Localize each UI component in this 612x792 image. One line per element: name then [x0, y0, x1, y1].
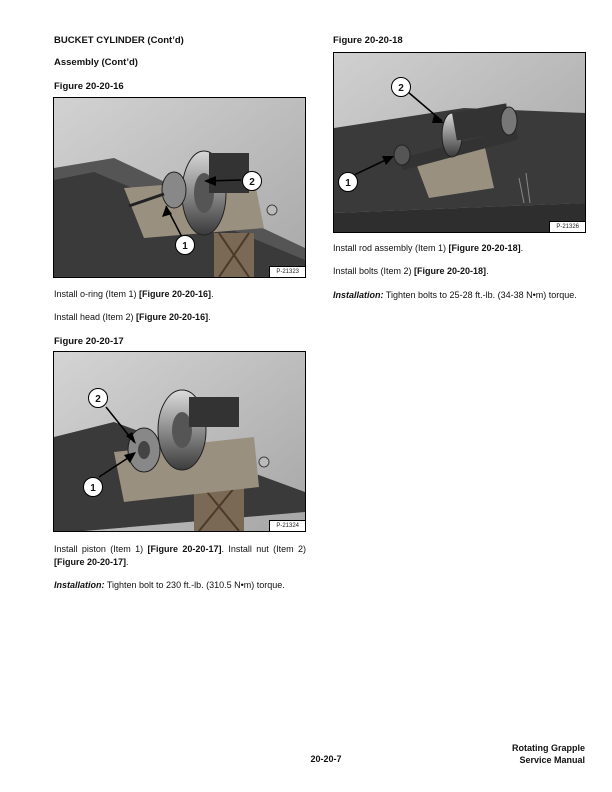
- left-para-2: Install head (Item 2) [Figure 20-20-16].: [54, 312, 211, 322]
- figure-ref: [Figure 20-20-16]: [136, 312, 209, 322]
- callout-2-label: 2: [95, 394, 101, 405]
- section-title: BUCKET CYLINDER (Cont’d): [54, 35, 184, 46]
- callout-1-label: 1: [182, 241, 188, 252]
- figure-20-20-16: [53, 97, 306, 278]
- manual-title-line-2: Service Manual: [519, 755, 585, 765]
- callout-1-circle: [175, 235, 195, 255]
- figure-20-20-17: [53, 351, 306, 532]
- callout-1-label: 1: [345, 178, 351, 189]
- photo-id: P-21326: [549, 221, 585, 232]
- left-para-3: Install piston (Item 1) [Figure 20-20-17]. Install nut (Item 2) [Figure 20-20-17].: [54, 544, 306, 567]
- figure-18-callouts: [334, 53, 585, 232]
- figure-ref: [Figure 20-20-18]: [414, 266, 487, 276]
- callout-2-circle: [242, 171, 262, 191]
- page-number: 20-20-7: [310, 754, 342, 764]
- figure-18-caption: Figure 20-20-18: [333, 35, 403, 46]
- figure-ref: [Figure 20-20-18]: [448, 243, 521, 253]
- left-para-4: Installation: Tighten bolt to 230 ft.-lb. (310.5 N•m) torque.: [54, 580, 285, 590]
- figure-20-20-18: [333, 52, 586, 233]
- figure-ref: [Figure 20-20-17]: [147, 544, 222, 554]
- callout-1-label: 1: [90, 483, 96, 494]
- figure-17-caption: Figure 20-20-17: [54, 336, 124, 347]
- figure-17-callouts: [54, 352, 305, 531]
- callout-2-label: 2: [249, 177, 255, 188]
- callout-2-leader: [408, 92, 442, 121]
- figure-16-caption: Figure 20-20-16: [54, 81, 124, 92]
- installation-label: Installation:: [54, 580, 105, 590]
- callout-2-circle: [391, 77, 411, 97]
- right-para-2: Install bolts (Item 2) [Figure 20-20-18].: [333, 266, 489, 276]
- right-para-3: Installation: Tighten bolts to 25-28 ft.-lb. (34-38 N•m) torque.: [333, 290, 577, 300]
- right-para-1: Install rod assembly (Item 1) [Figure 20-20-18].: [333, 243, 524, 253]
- callout-1-circle: [83, 477, 103, 497]
- photo-id: P-21324: [269, 520, 305, 531]
- manual-title: [440, 742, 585, 766]
- installation-label: Installation:: [333, 290, 384, 300]
- left-para-1: Install o-ring (Item 1) [Figure 20-20-16].: [54, 289, 214, 299]
- callout-2-circle: [88, 388, 108, 408]
- subsection-title: Assembly (Cont’d): [54, 57, 138, 68]
- figure-ref: [Figure 20-20-16]: [139, 289, 212, 299]
- callout-2-label: 2: [398, 83, 404, 94]
- callout-1-circle: [338, 172, 358, 192]
- figure-ref: [Figure 20-20-17]: [54, 556, 127, 567]
- photo-id: P-21323: [269, 266, 305, 277]
- manual-title-line-1: Rotating Grapple: [511, 743, 585, 753]
